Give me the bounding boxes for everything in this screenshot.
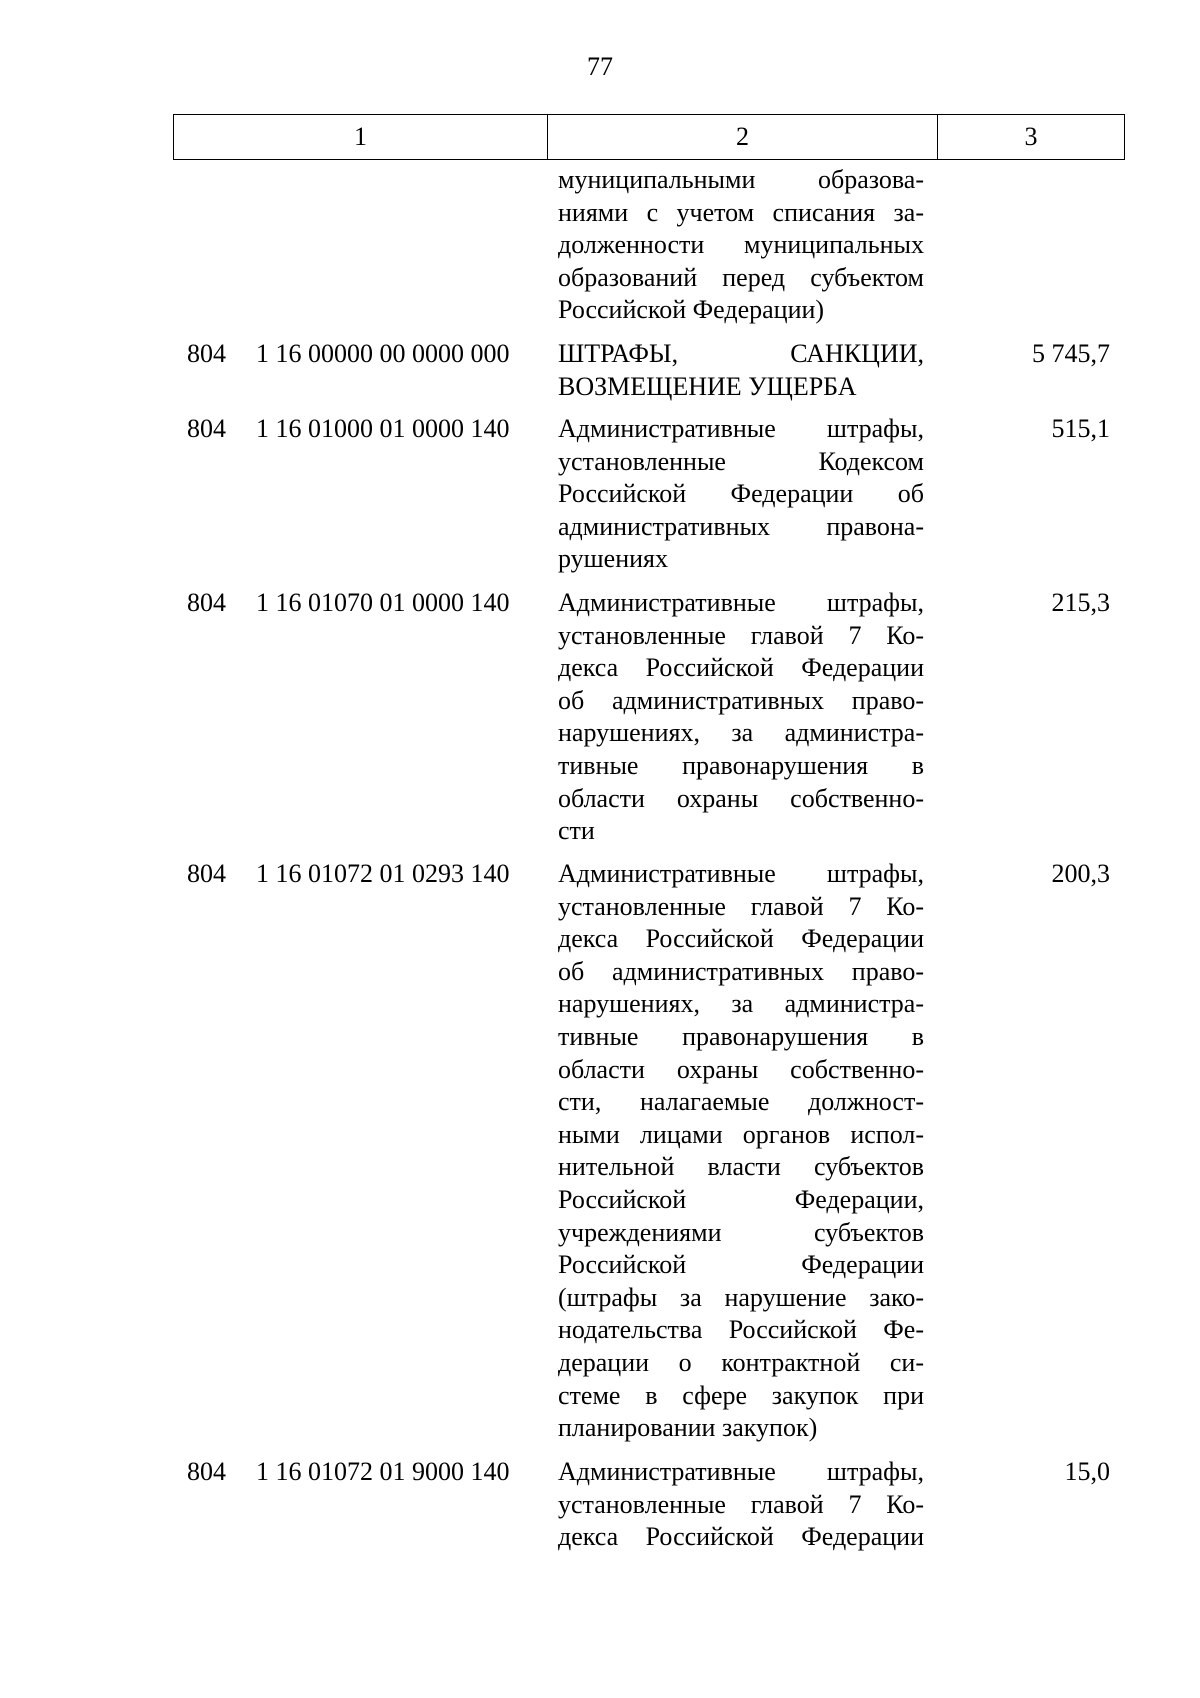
budget-code: 1 16 01000 01 0000 140 <box>256 414 510 443</box>
description-line: муниципальными образова- <box>558 165 924 194</box>
admin-code: 804 <box>187 414 226 443</box>
page-number: 77 <box>587 52 613 81</box>
description-line: сти <box>558 816 595 846</box>
description-line: (штрафы за нарушение зако- <box>558 1282 924 1312</box>
description-line: области охраны собственно- <box>558 1054 924 1084</box>
description-line: сти, налагаемые должност- <box>558 1087 924 1117</box>
amount: 200,3 <box>1051 859 1110 888</box>
description-cell <box>558 587 924 848</box>
description-line: административных правона- <box>558 511 924 541</box>
amount: 5 745,7 <box>1032 339 1110 368</box>
description-cell <box>558 164 924 327</box>
amount: 215,3 <box>1051 588 1110 617</box>
budget-code: 1 16 01072 01 9000 140 <box>256 1457 510 1486</box>
description-line: ниями с учетом списания за- <box>558 197 924 227</box>
admin-code: 804 <box>187 859 226 888</box>
description-line: Российской Федерации) <box>558 295 825 325</box>
description-line: нительной власти субъектов <box>558 1152 924 1182</box>
budget-code: 1 16 01070 01 0000 140 <box>256 588 510 617</box>
budget-code: 1 16 00000 00 0000 000 <box>256 339 510 368</box>
column-header-1: 1 <box>174 115 548 160</box>
description-line: установленные главой 7 Ко- <box>558 1489 924 1519</box>
description-line: рушениях <box>558 544 669 574</box>
description-line: ШТРАФЫ, САНКЦИИ, <box>558 339 924 368</box>
description-line: декса Российской Федерации <box>558 653 924 683</box>
description-line: Российской Федерации <box>558 1250 924 1280</box>
description-line: установленные Кодексом <box>558 446 924 476</box>
description-line: Административные штрафы, <box>558 414 924 443</box>
description-line: установленные главой 7 Ко- <box>558 891 924 921</box>
description-line: области охраны собственно- <box>558 783 924 813</box>
description-line: Российской Федерации, <box>558 1184 924 1214</box>
admin-code: 804 <box>187 588 226 617</box>
description-line: об административных право- <box>558 685 924 715</box>
description-cell <box>558 1456 924 1554</box>
description-line: планировании закупок) <box>558 1413 818 1443</box>
admin-code: 804 <box>187 339 226 368</box>
description-line: стеме в сфере закупок при <box>558 1380 924 1410</box>
amount: 15,0 <box>1064 1457 1110 1486</box>
description-line: Административные штрафы, <box>558 588 924 617</box>
description-line: Административные штрафы, <box>558 859 924 888</box>
description-line: об административных право- <box>558 956 924 986</box>
description-line: нарушениях, за администра- <box>558 718 924 748</box>
description-line: тивные правонарушения в <box>558 1021 924 1051</box>
description-line: ВОЗМЕЩЕНИЕ УЩЕРБА <box>558 371 857 401</box>
table-header <box>173 114 1125 160</box>
description-line: ными лицами органов испол- <box>558 1119 924 1149</box>
description-line: Административные штрафы, <box>558 1457 924 1486</box>
amount: 515,1 <box>1051 414 1110 443</box>
description-line: долженности муниципальных <box>558 230 924 260</box>
description-line: учреждениями субъектов <box>558 1217 924 1247</box>
description-cell <box>558 413 924 576</box>
description-line: установленные главой 7 Ко- <box>558 620 924 650</box>
column-header-2: 2 <box>548 115 938 160</box>
description-cell <box>558 338 924 403</box>
description-line: тивные правонарушения в <box>558 750 924 780</box>
description-line: Российской Федерации об <box>558 479 924 509</box>
description-line: декса Российской Федерации <box>558 924 924 954</box>
column-header-3: 3 <box>938 115 1125 160</box>
description-cell <box>558 858 924 1445</box>
description-line: нарушениях, за администра- <box>558 989 924 1019</box>
description-line: нодательства Российской Фе- <box>558 1315 924 1345</box>
description-line: дерации о контрактной си- <box>558 1347 924 1377</box>
description-line: декса Российской Федерации <box>558 1522 924 1552</box>
description-line: образований перед субъектом <box>558 262 924 292</box>
admin-code: 804 <box>187 1457 226 1486</box>
budget-code: 1 16 01072 01 0293 140 <box>256 859 510 888</box>
